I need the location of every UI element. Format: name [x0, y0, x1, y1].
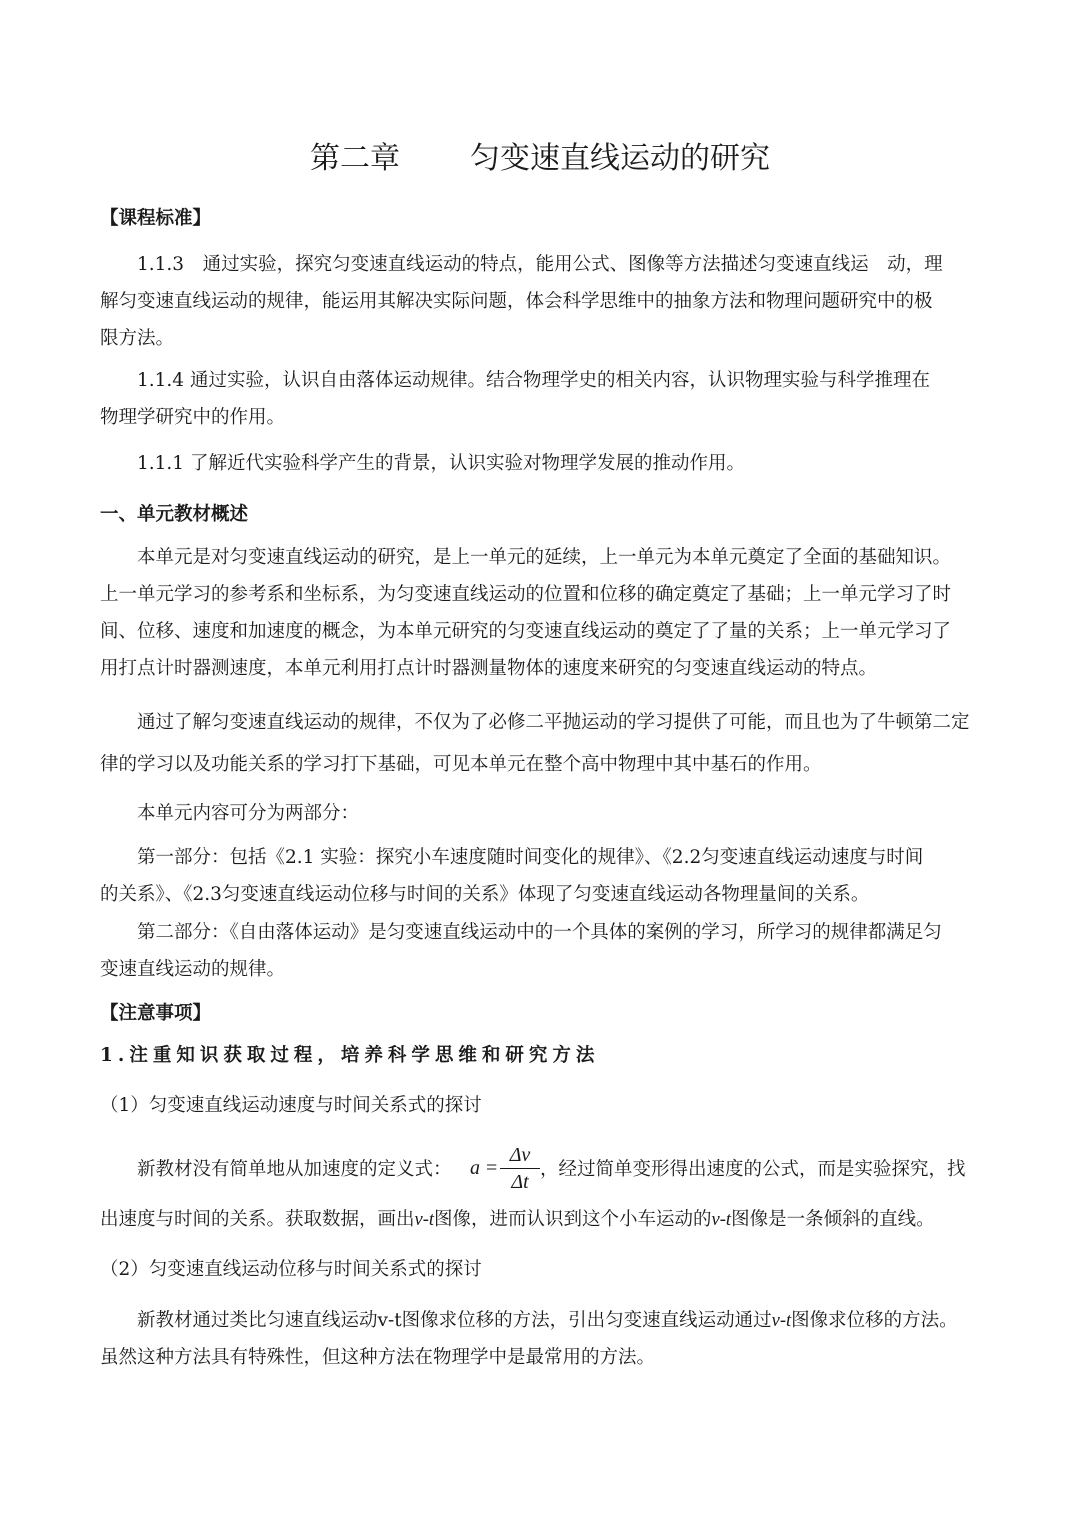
item2-text-a: 新教材通过类比匀速直线运动v-t图像求位移的方法，引出匀变速直线运动通过 — [137, 1310, 772, 1331]
overview-p4-line1: 第一部分：包括《2.1 实验：探究小车速度随时间变化的规律》、《2.2匀变速直线运动速度与时间 — [137, 847, 924, 868]
overview-p1-line1: 本单元是对匀变速直线运动的研究，是上一单元的延续，上一单元为本单元奠定了全面的基础知识。 — [137, 547, 952, 568]
line2-text-c: 图像是一条倾斜的直线。 — [731, 1209, 935, 1230]
notes-subheading-1: 1.注重知识获取过程，培养科学思维和研究方法 — [100, 1045, 600, 1066]
overview-p1-line4: 用打点计时器测速度，本单元利用打点计时器测量物体的速度来研究的匀变速直线运动的特点。 — [100, 658, 878, 679]
standards-p1-line1: 1.1.3 通过实验，探究匀变速直线运动的特点，能用公式、图像等方法描述匀变速直线运 动，理 — [137, 254, 943, 275]
item2-text-b: 图像求位移的方法。 — [791, 1310, 958, 1331]
fraction-denominator: Δt — [511, 1171, 529, 1193]
chapter-label: 第二章 — [310, 141, 400, 176]
notes-item-1-title: （1）匀变速直线运动速度与时间关系式的探讨 — [100, 1095, 482, 1116]
overview-heading: 一、单元教材概述 — [100, 504, 249, 525]
standards-p2-line1: 1.1.4 通过实验，认识自由落体运动规律。结合物理学史的相关内容，认识物理实验与科学推理在 — [137, 370, 930, 391]
acceleration-fraction — [500, 1143, 540, 1194]
overview-p1-line3: 间、位移、速度和加速度的概念，为本单元研究的匀变速直线运动的奠定了了量的关系；上一单元学习了 — [100, 621, 952, 642]
overview-p1-line2: 上一单元学习的参考系和坐标系，为匀变速直线运动的位置和位移的确定奠定了基础；上一单元学习了时 — [100, 584, 952, 605]
standards-p1-line3: 限方法。 — [100, 328, 175, 349]
overview-p2-line1: 通过了解匀变速直线运动的规律，不仅为了必修二平抛运动的学习提供了可能，而且也为了牛顿第二定 — [137, 712, 970, 733]
notes-item-1-line1a: 新教材没有简单地从加速度的定义式： — [137, 1159, 452, 1180]
overview-p4-line2: 的关系》、《2.3匀变速直线运动位移与时间的关系》体现了匀变速直线运动各物理量间的关系。 — [100, 884, 870, 905]
page-title — [0, 140, 1080, 178]
line2-text-b: 图像，进而认识到这个小车运动的 — [434, 1209, 712, 1230]
notes-item-1-line2 — [100, 1207, 935, 1233]
standards-p3-line1: 1.1.1 了解近代实验科学产生的背景，认识实验对物理学发展的推动作用。 — [137, 453, 745, 474]
line2-text-a: 出速度与时间的关系。获取数据，画出 — [100, 1209, 415, 1230]
notes-item-2-line1 — [137, 1308, 958, 1334]
notes-item-2-line2: 虽然这种方法具有特殊性，但这种方法在物理学中是最常用的方法。 — [100, 1347, 656, 1368]
fraction-numerator: Δv — [509, 1144, 531, 1166]
overview-p5-line1: 第二部分：《自由落体运动》是匀变速直线运动中的一个具体的案例的学习，所学习的规律都满足匀 — [137, 922, 942, 943]
notes-item-1-line1b: ，经过简单变形得出速度的公式，而是实验探究，找 — [540, 1159, 966, 1180]
notes-item-2-title: （2）匀变速直线运动位移与时间关系式的探讨 — [100, 1259, 482, 1280]
fraction-bar — [500, 1168, 540, 1169]
overview-p3-line1: 本单元内容可分为两部分： — [137, 803, 360, 824]
standards-p1-line2: 解匀变速直线运动的规律，能运用其解决实际问题，体会科学思维中的抽象方法和物理问题研究中的极 — [100, 291, 933, 312]
standards-heading: 【课程标准】 — [100, 208, 212, 229]
notes-heading: 【注意事项】 — [100, 1003, 212, 1024]
formula-equals: = — [486, 1157, 498, 1179]
vt-label-3: v-t — [771, 1311, 792, 1331]
chapter-topic: 匀变速直线运动的研究 — [470, 141, 770, 176]
formula-variable-a: a — [470, 1157, 480, 1179]
vt-label-1: v-t — [414, 1210, 435, 1230]
vt-label-2: v-t — [711, 1210, 732, 1230]
overview-p2-line2: 律的学习以及功能关系的学习打下基础，可见本单元在整个高中物理中其中基石的作用。 — [100, 754, 822, 775]
overview-p5-line2: 变速直线运动的规律。 — [100, 959, 286, 980]
standards-p2-line2: 物理学研究中的作用。 — [100, 407, 286, 428]
